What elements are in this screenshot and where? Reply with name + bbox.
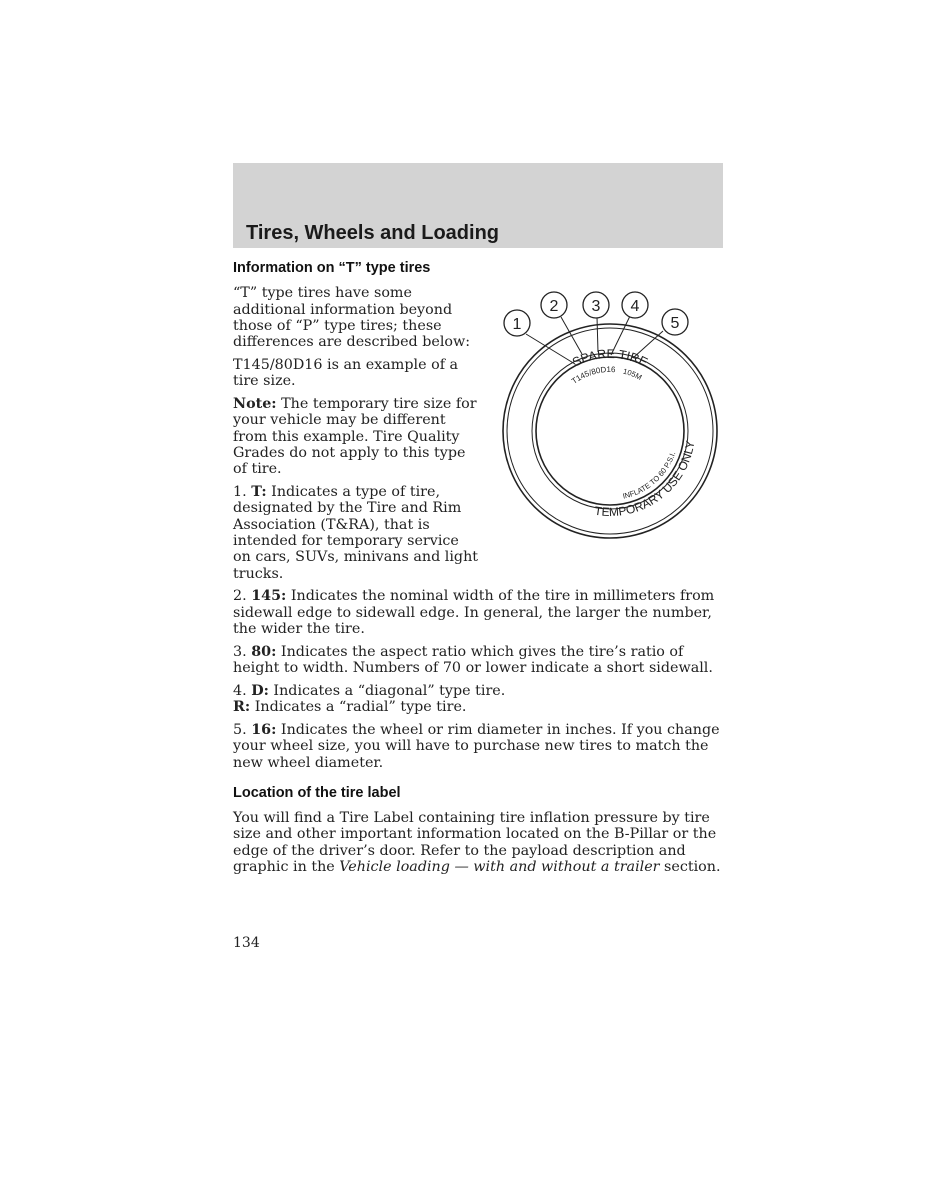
page-content [233, 260, 723, 882]
tire-label-text: You will find a Tire Label containing tire inflation pressure by tire size and other important information located on the B-Pillar or the edge of the driver’s door. Refer to the payload description and graphic in the [233, 810, 717, 875]
tire-load-code: 105M [622, 366, 644, 382]
item-text: Indicates a type of tire, designated by the Tire and Rim Association (T&RA), that is intended for temporary service on cars, SUVs, minivans and light trucks. [233, 484, 479, 582]
callout-4-label: 4 [630, 298, 640, 315]
narrow-column [233, 285, 481, 582]
chapter-header [233, 163, 723, 248]
tire-size-code: T145/80D16 [569, 364, 616, 386]
note-text: The temporary tire size for your vehicle may be different from this example. Tire Quality Grades do not apply to this type of tire. [233, 396, 477, 478]
item-number: 4. [233, 682, 247, 699]
example-paragraph: T145/80D16 is an example of a tire size. [233, 356, 459, 390]
item-number: 5. [233, 721, 247, 738]
item-5 [233, 722, 723, 771]
item-text: Indicates the nominal width of the tire in millimeters from sidewall edge to sidewall edge. In general, the larger the number, the wider the tire. [233, 588, 715, 637]
callout-1-label: 1 [512, 316, 522, 333]
item-key: T: [251, 484, 267, 501]
callout-2-label: 2 [549, 298, 559, 315]
item-text: Indicates a “diagonal” type tire. [268, 682, 506, 699]
item-key: 16: [251, 721, 277, 738]
note-label: Note: [233, 396, 277, 413]
section-heading-tire-label: Location of the tire label [233, 784, 401, 801]
item-key: 80: [251, 643, 277, 660]
tire-label-italic-ref: Vehicle loading — with and without a trailer [339, 859, 660, 875]
inflate-text: INFLATE TO 60 P.S.I. [621, 450, 678, 501]
section-heading-t-type-tires: Information on “T” type tires [233, 260, 431, 276]
item-key: D: [251, 682, 269, 699]
item-4 [233, 683, 723, 716]
item-number: 2. [233, 588, 247, 605]
item-3 [233, 644, 723, 677]
intro-paragraph: “T” type tires have some additional information beyond those of “P” type tires; these differences are described below: [233, 285, 471, 351]
item-text: Indicates the wheel or rim diameter in inches. If you change your wheel size, you will have to purchase new tires to match the new wheel diameter. [233, 721, 720, 771]
item-key: R: [233, 699, 251, 716]
tire-label-text-end: section. [659, 859, 721, 875]
callout-5-label: 5 [670, 315, 680, 332]
page-number: 134 [233, 935, 260, 951]
item-text: Indicates a “radial” type tire. [250, 699, 467, 716]
temporary-use-text: TEMPORARY USE ONLY [593, 439, 698, 520]
callout-3-label: 3 [591, 298, 601, 315]
chapter-title: Tires, Wheels and Loading [246, 222, 500, 244]
item-number: 3. [233, 643, 247, 660]
spare-tire-text: SPARE TIRE [570, 346, 650, 370]
tire-label-paragraph [233, 810, 723, 875]
item-1 [233, 484, 481, 582]
item-text: Indicates the aspect ratio which gives the tire’s ratio of height to width. Numbers of 70 or lower indicate a short sidewall. [233, 643, 713, 677]
item-number: 1. [233, 484, 247, 501]
item-2 [233, 588, 723, 637]
item-key: 145: [251, 588, 287, 605]
note-paragraph [233, 396, 481, 477]
